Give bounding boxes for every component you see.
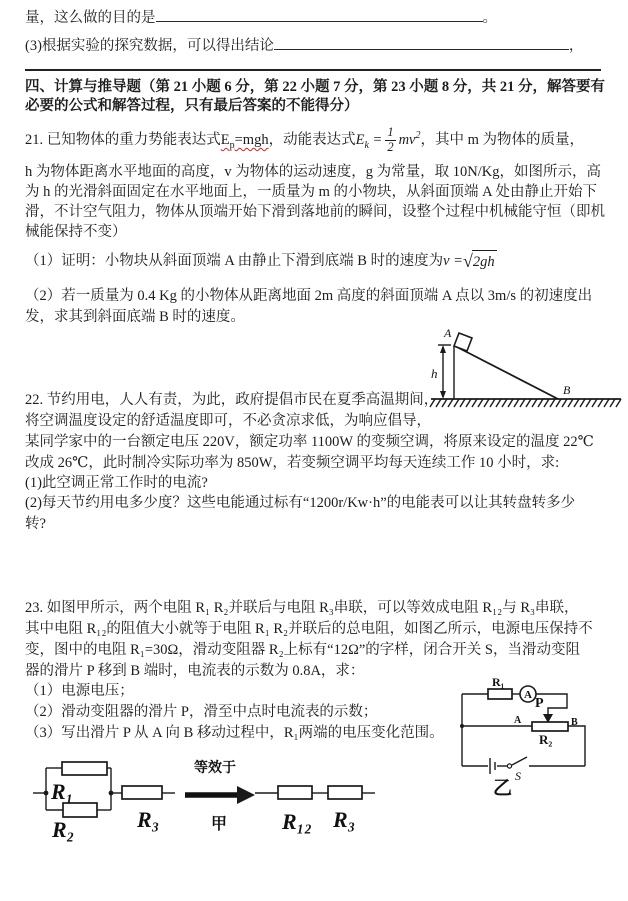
- resistor-r3-box: [122, 786, 162, 799]
- p22-line-1: 22. 节约用电，人人有责，为此，政府提倡市民在夏季高温期间，: [25, 392, 439, 408]
- p21-line-2: h 为物体距离水平地面的高度，v 为物体的运动速度，g 为常量，取 10N/Kg，如图所示，高: [25, 164, 601, 180]
- ep-sub: p: [229, 139, 235, 151]
- incline-hypotenuse: [455, 346, 558, 399]
- fill-line-1: [25, 8, 497, 28]
- resistor-r3-series-box: [328, 786, 362, 799]
- switch-label-s: S: [515, 769, 521, 783]
- fill-line-2-text: (3)根据实验的探究数据，可以得出结论: [25, 38, 274, 54]
- fill-line-2: [25, 36, 583, 56]
- rheostat-r2-box: [532, 722, 568, 731]
- ek-symbol: [356, 130, 383, 150]
- ep-rest: =mgh: [234, 132, 269, 148]
- p23-question-1: （1）电源电压；: [25, 683, 134, 699]
- p22-question-1: (1)此空调正常工作时的电流?: [25, 475, 208, 491]
- incline-plane-figure: [425, 324, 628, 412]
- p21-q1-text: （1）证明：小物块从斜面顶端 A 由静止下滑到底端 B 时的速度为: [25, 253, 444, 269]
- p22-line-3: 某同学家中的一台额定电压 220V，额定功率 1100W 的变频空调，将原来设定的温度 22℃: [25, 434, 594, 450]
- rheostat-r2-label: R₂: [539, 732, 553, 747]
- radicand-2gh: 2gh: [472, 250, 497, 272]
- p21-question-2-line-2: 发，求其到斜面底端 B 时的速度。: [25, 309, 245, 325]
- p21-line-5: 械能保持不变）: [25, 224, 127, 240]
- p22-line-2: 将空调温度设定的舒适温度即可，不必贪凉求低，为响应倡导，: [25, 413, 431, 429]
- resistor-r12-box: [278, 786, 312, 799]
- p21-question-2-line-1: （2）若一质量为 0.4 Kg 的小物体从距离地面 2m 高度的斜面顶端 A 点以 3m/s 的初速度出: [25, 288, 593, 304]
- p23-line-1: 23. 如图甲所示，两个电阻 R₁ R₂并联后与电阻 R₃串联，可以等效成电阻 R₁₂与 R₃串联，: [25, 600, 579, 616]
- p21-l1-pre: 21. 已知物体的重力势能表达式: [25, 132, 221, 148]
- resistor-r3-series-label: R₃: [333, 807, 356, 832]
- figure-jia-caption: 甲: [211, 816, 228, 833]
- resistor-r1-label: R₁: [51, 779, 74, 804]
- p21-line-3: 为 h 的光滑斜面固定在水平地面上，一质量为 m 的小物块，从斜面顶端 A 处由静止开始下: [25, 184, 597, 200]
- ek-equals: =: [368, 132, 383, 148]
- resistor-r1-label: R₁: [492, 675, 505, 689]
- middle-wire-right: [568, 726, 585, 766]
- resistor-r2-box: [63, 803, 97, 817]
- answer-blank-rule: [25, 69, 601, 71]
- label-h: h: [431, 366, 438, 381]
- ek-mv2: [399, 130, 421, 150]
- sliding-block: [454, 333, 472, 351]
- height-arrow-down: [440, 391, 446, 399]
- equivalent-arrow-head: [237, 786, 255, 804]
- ek-sub: k: [364, 139, 369, 151]
- resistor-r1-box: [488, 689, 512, 699]
- ek-sup: 2: [415, 130, 421, 142]
- label-A: A: [444, 326, 452, 340]
- ammeter-label: A: [524, 689, 532, 701]
- equivalent-label: 等效于: [194, 761, 236, 776]
- answer-blank-2: [274, 36, 569, 50]
- p21-l1-mid: ，动能表达式: [268, 132, 356, 148]
- label-B: B: [563, 383, 571, 397]
- p21-question-1: [25, 248, 497, 274]
- switch-blade: [512, 757, 527, 765]
- circuit-figure-yi: [455, 670, 628, 798]
- height-arrow-up: [440, 345, 446, 353]
- switch-pivot: [507, 764, 511, 768]
- resistor-r12-label: R₁₂: [282, 809, 313, 834]
- fill-line-1-period: 。: [482, 10, 497, 26]
- p22-line-4: 改成 26℃，此时制冷实际功率为 850W，若变频空调平均每天连续工作 10 小时，求:: [25, 455, 560, 471]
- ek-base: E: [355, 132, 365, 148]
- rheostat-end-b: B: [571, 717, 578, 728]
- p21-l1-post: ，其中 m 为物体的质量，: [420, 132, 585, 148]
- p22-question-2-line-2: 转?: [25, 516, 46, 532]
- circuit-figure-jia: [25, 755, 385, 860]
- fill-line-1-text: 量，这么做的目的是: [25, 10, 156, 26]
- ground-hatching: [430, 399, 621, 407]
- fill-line-2-comma: ，: [568, 38, 584, 54]
- p21-line-1: [25, 122, 584, 158]
- ek-fraction: [385, 126, 395, 153]
- answer-blank-1: [156, 8, 483, 22]
- p23-line-4: 器的滑片 P 移到 B 端时，电流表的示数为 0.8A，求：: [25, 663, 365, 679]
- frac-denominator: 2: [387, 139, 394, 154]
- ek-body: mv: [398, 132, 416, 148]
- p23-line-3: 变，图中的电阻 R₁=30Ω，滑动变阻器 R₂上标有“12Ω”的字样，闭合开关 S，当滑动变阻: [25, 642, 580, 658]
- resistor-r1-box: [62, 762, 107, 775]
- frac-numerator: 1: [387, 125, 394, 140]
- section-heading-line-2: 必要的公式和解答过程，只有最后答案的不能得分）: [25, 98, 359, 114]
- section-heading-line-1: 四、计算与推导题（第 21 小题 6 分，第 22 小题 7 分，第 23 小题 8 分，共 21 分，解答要有: [25, 79, 605, 95]
- resistor-r3-label: R₃: [137, 807, 160, 832]
- resistor-r2-label: R₂: [52, 817, 75, 842]
- p23-line-2: 其中电阻 R₁₂的阻值大小就等于电阻 R₁ R₂并联后的总电阻，如图乙所示，电源电压保持不: [25, 621, 593, 637]
- p23-question-3: （3）写出滑片 P 从 A 向 B 移动过程中，R₁两端的电压变化范围。: [25, 725, 444, 741]
- figure-yi-caption: 乙: [493, 778, 513, 798]
- junction-dot: [460, 724, 464, 728]
- p22-question-2-line-1: (2)每天节约用电多少度？这些电能通过标有“1200r/Kw·h”的电能表可以让其转盘转多少: [25, 495, 576, 511]
- p21-q1-var: v =: [443, 253, 463, 269]
- slider-label-p: P: [535, 696, 544, 711]
- rheostat-end-a: A: [514, 715, 522, 726]
- p23-question-2: （2）滑动变阻器的滑片 P，滑至中点时电流表的示数；: [25, 704, 378, 720]
- p21-line-4: 滑，不计空气阻力，物体从顶端开始下滑到落地前的瞬间，设整个过程中机械能守恒（即机: [25, 204, 605, 220]
- radical-sign: √: [462, 251, 473, 271]
- ep-base: E: [220, 132, 230, 148]
- ep-formula: [221, 130, 269, 150]
